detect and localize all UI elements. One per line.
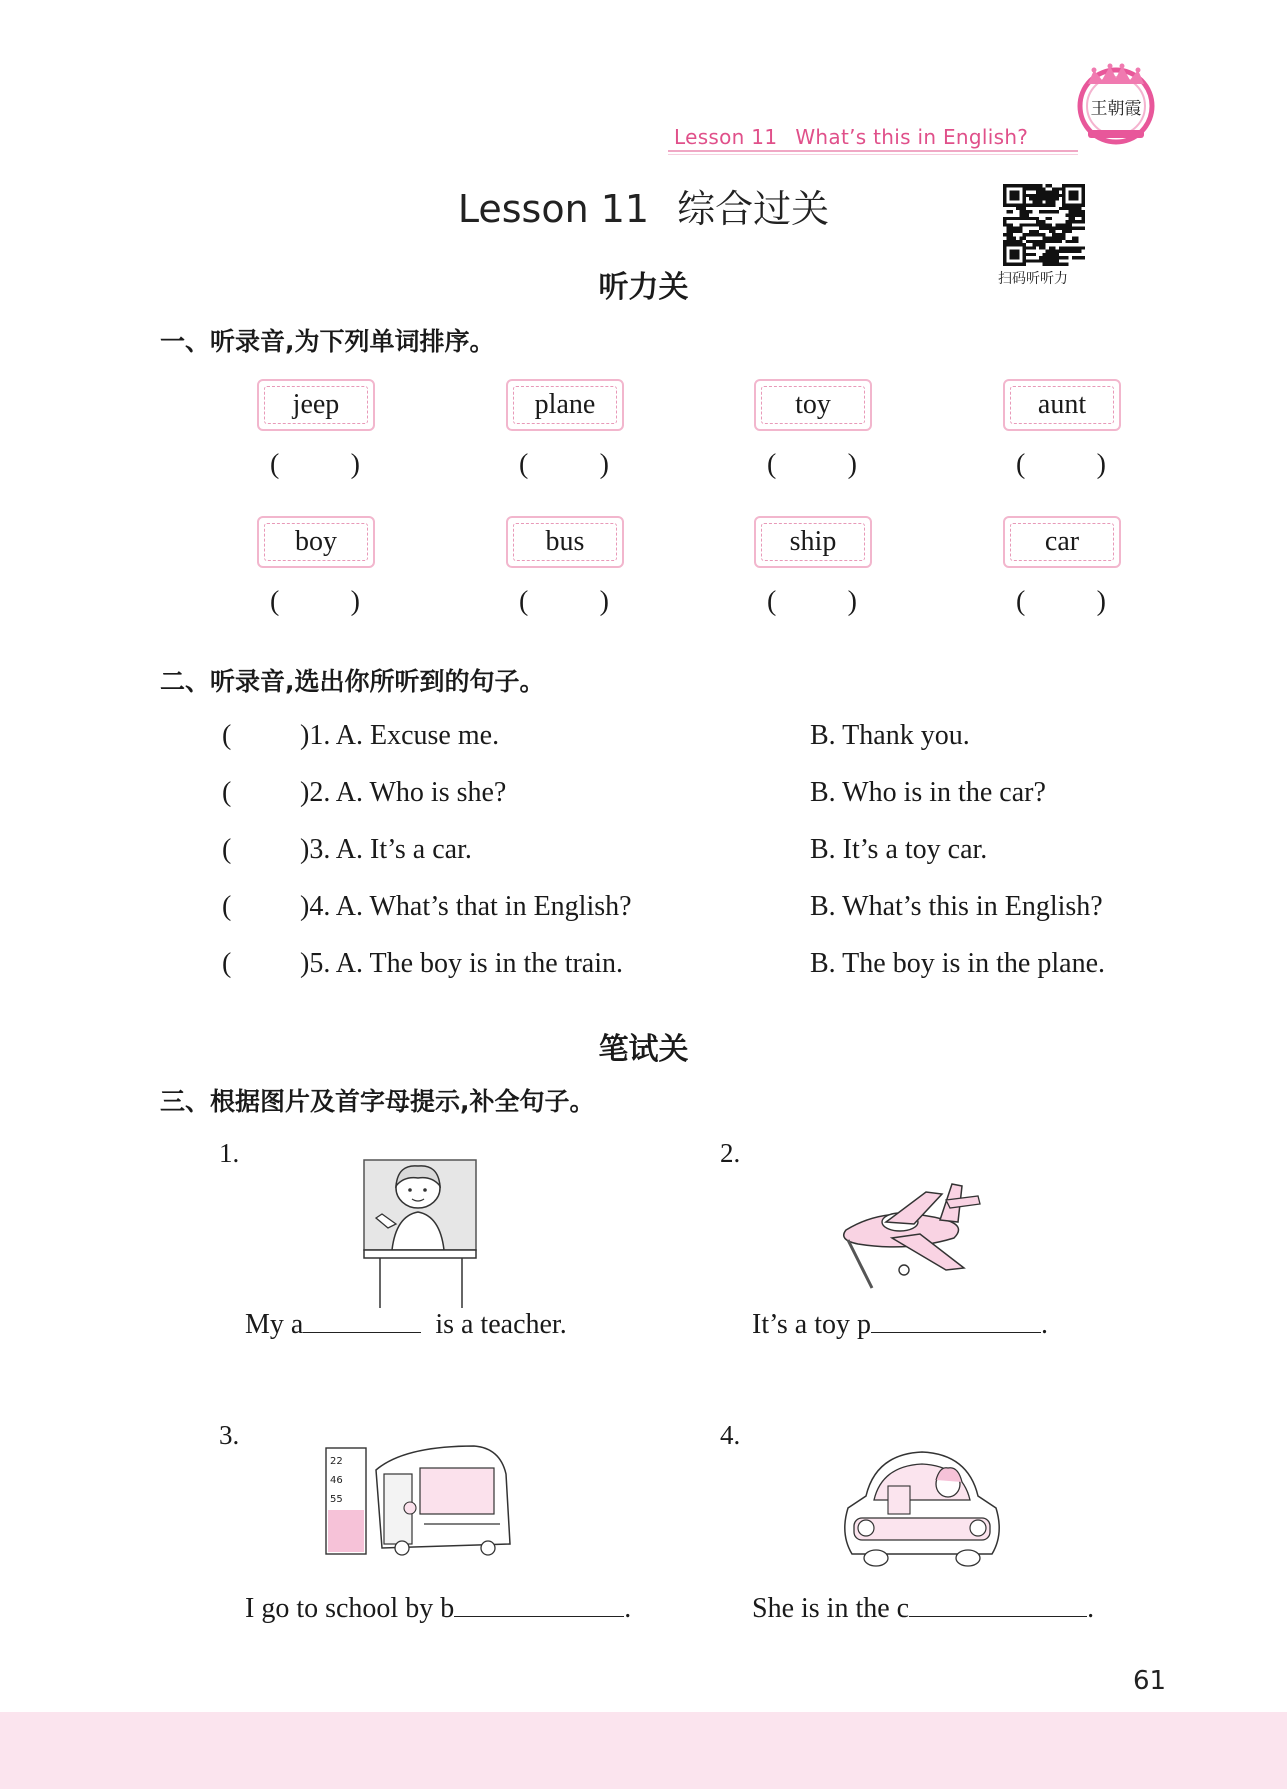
word-card	[257, 379, 375, 431]
page-title	[0, 178, 1287, 233]
answer-paren[interactable]: (	[222, 891, 232, 922]
order-answer-slot[interactable]	[519, 586, 609, 618]
item-number: 3.	[219, 1420, 240, 1450]
option-a: )2. A. Who is she?	[300, 777, 507, 808]
sentence-start: My a	[245, 1309, 304, 1340]
paren-close: )	[350, 449, 360, 480]
order-answer-slot[interactable]	[270, 586, 360, 618]
option-b: B. Who is in the car?	[810, 777, 1046, 808]
paren-open: (	[519, 586, 529, 617]
word-text: car	[1010, 523, 1114, 561]
sentence-row	[222, 891, 762, 925]
option-b: B. It’s a toy car.	[810, 834, 988, 865]
svg-text:55: 55	[330, 1494, 343, 1505]
paren-close: )	[599, 449, 609, 480]
option-a: )4. A. What’s that in English?	[300, 891, 632, 922]
paren-open: (	[270, 449, 280, 480]
order-answer-slot[interactable]	[270, 449, 360, 481]
toy-plane-icon	[828, 1178, 988, 1290]
paren-close: )	[1096, 586, 1106, 617]
paren-open: (	[1016, 449, 1026, 480]
paren-open: (	[767, 586, 777, 617]
part1-heading: 一、听录音,为下列单词排序。	[160, 327, 495, 356]
sentence-end: .	[1041, 1309, 1048, 1340]
option-a: )5. A. The boy is in the train.	[300, 948, 623, 979]
sentence-row	[222, 948, 762, 982]
paren-close: )	[599, 586, 609, 617]
sentence-row	[222, 834, 762, 868]
word-text: aunt	[1010, 386, 1114, 424]
word-text: jeep	[264, 386, 368, 424]
item-number: 4.	[720, 1420, 741, 1450]
word-text: plane	[513, 386, 617, 424]
paren-open: (	[519, 449, 529, 480]
paren-open: (	[270, 586, 280, 617]
fill-sentence-2	[752, 1308, 1048, 1341]
option-a: )1. A. Excuse me.	[300, 720, 500, 751]
word-text: ship	[761, 523, 865, 561]
running-header	[674, 125, 1028, 149]
header-lesson: Lesson 11	[674, 125, 778, 149]
answer-blank[interactable]	[909, 1592, 1087, 1617]
part3-heading: 三、根据图片及首字母提示,补全句子。	[160, 1087, 595, 1116]
svg-text:46: 46	[330, 1475, 343, 1486]
paren-close: )	[350, 586, 360, 617]
answer-paren[interactable]: (	[222, 948, 232, 979]
word-card	[754, 379, 872, 431]
item-number: 1.	[219, 1138, 240, 1168]
sentence-end: is a teacher.	[435, 1309, 567, 1340]
listening-section-title: 听力关	[598, 270, 689, 305]
qr-code-icon[interactable]	[1003, 184, 1085, 266]
word-card	[754, 516, 872, 568]
part2-heading: 二、听录音,选出你所听到的句子。	[160, 667, 545, 696]
option-a: )3. A. It’s a car.	[300, 834, 472, 865]
teacher-at-desk-icon	[362, 1158, 480, 1310]
option-b: B. Thank you.	[810, 720, 970, 751]
girl-in-car-icon	[836, 1444, 1008, 1568]
answer-paren[interactable]: (	[222, 720, 232, 751]
order-answer-slot[interactable]	[519, 449, 609, 481]
header-rule-thin	[668, 154, 1078, 155]
footer-band	[0, 1712, 1287, 1789]
brand-logo-icon	[1074, 62, 1158, 146]
sentence-end: .	[1087, 1593, 1095, 1624]
qr-caption: 扫码听听力	[998, 271, 1068, 287]
title-lesson: Lesson 11	[457, 187, 650, 231]
answer-paren[interactable]: (	[222, 834, 232, 865]
answer-blank-extension	[303, 1308, 421, 1333]
word-card	[506, 379, 624, 431]
fill-sentence-4	[752, 1592, 1094, 1625]
paren-close: )	[1096, 449, 1106, 480]
bus-at-stop-icon	[324, 1440, 520, 1558]
header-rule	[668, 150, 1078, 152]
option-b: B. The boy is in the plane.	[810, 948, 1105, 979]
word-card	[1003, 516, 1121, 568]
word-card	[506, 516, 624, 568]
fill-sentence-3	[245, 1592, 631, 1625]
sentence-start: She is in the c	[752, 1593, 910, 1624]
word-text: boy	[264, 523, 368, 561]
paren-open: (	[1016, 586, 1026, 617]
svg-text:22: 22	[330, 1456, 343, 1467]
item-number: 2.	[720, 1138, 741, 1168]
sentence-row	[222, 720, 762, 754]
order-answer-slot[interactable]	[767, 449, 857, 481]
sentence-start: It’s a toy p	[752, 1309, 871, 1340]
option-b: B. What’s this in English?	[810, 891, 1103, 922]
word-card	[257, 516, 375, 568]
word-text: bus	[513, 523, 617, 561]
answer-blank[interactable]	[454, 1592, 624, 1617]
order-answer-slot[interactable]	[1016, 449, 1106, 481]
paren-open: (	[767, 449, 777, 480]
order-answer-slot[interactable]	[767, 586, 857, 618]
answer-blank[interactable]	[871, 1308, 1041, 1333]
sentence-row	[222, 777, 762, 811]
order-answer-slot[interactable]	[1016, 586, 1106, 618]
sentence-end: .	[624, 1593, 632, 1624]
fill-sentence-1	[245, 1308, 567, 1341]
sentence-start: I go to school by b	[245, 1593, 455, 1624]
word-card	[1003, 379, 1121, 431]
page-number: 61	[1133, 1666, 1167, 1696]
header-subtitle: What’s this in English?	[795, 125, 1029, 149]
answer-paren[interactable]: (	[222, 777, 232, 808]
paren-close: )	[847, 586, 857, 617]
paren-close: )	[847, 449, 857, 480]
brand-name: 王朝霞	[1090, 99, 1142, 119]
writing-section-title: 笔试关	[598, 1032, 689, 1067]
word-text: toy	[761, 386, 865, 424]
title-zh: 综合过关	[677, 187, 830, 231]
